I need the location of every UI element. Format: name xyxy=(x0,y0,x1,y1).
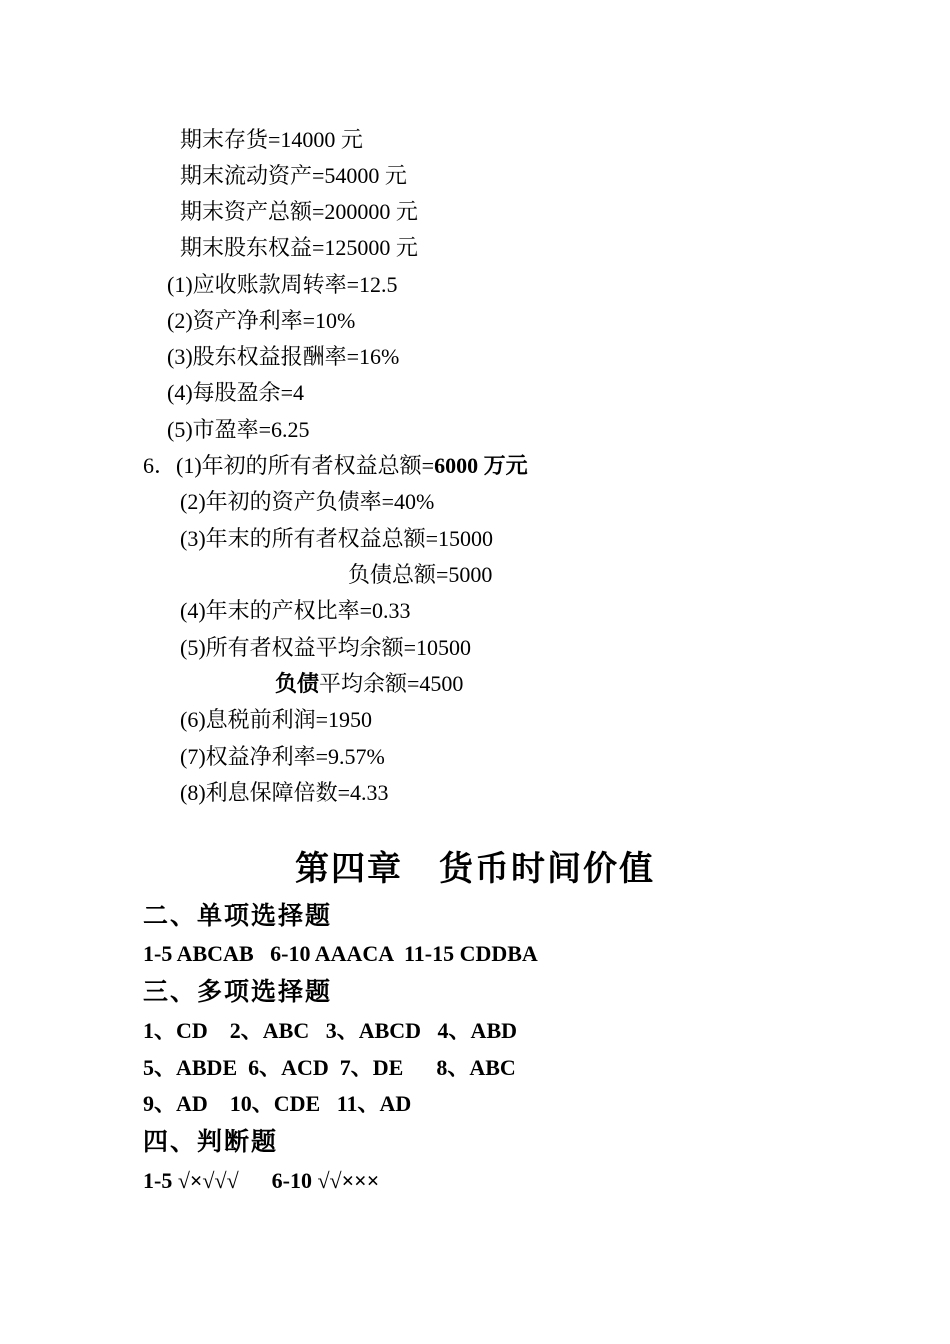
end-total-assets: 期末资产总额=200000 元 xyxy=(180,199,418,224)
q6-line5b xyxy=(275,669,463,699)
ratio-item: (2)资产净利率=10% xyxy=(167,308,356,333)
section-true-false: 四、判断题 xyxy=(143,1129,279,1156)
ratio-item: (5)市盈率=6.25 xyxy=(167,417,310,442)
q6-line5: (5)所有者权益平均余额=10500 xyxy=(180,635,472,660)
q6-line5b-rest: 平均余额=4500 xyxy=(319,671,464,696)
end-current-assets: 期末流动资产=54000 元 xyxy=(180,163,407,188)
q6-line3: (3)年末的所有者权益总额=15000 xyxy=(180,526,494,551)
ratio-item: (1)应收账款周转率=12.5 xyxy=(167,272,398,297)
single-choice-answers: 1-5 ABCAB 6-10 AAACA 11-15 CDDBA xyxy=(143,941,538,966)
end-equity: 期末股东权益=125000 元 xyxy=(180,235,418,260)
ratio-item: (4)每股盈余=4 xyxy=(167,380,305,405)
q6-line6: (6)息税前利润=1950 xyxy=(180,707,373,732)
true-false-answers: 1-5 √×√√√ 6-10 √√××× xyxy=(143,1168,380,1193)
section-multiple-choice: 三、多项选择题 xyxy=(143,979,333,1006)
multiple-choice-answers-row: 5、ABDE 6、ACD 7、DE 8、ABC xyxy=(143,1055,516,1080)
q6-line8: (8)利息保障倍数=4.33 xyxy=(180,780,389,805)
chapter-title: 第四章 货币时间价值 xyxy=(295,851,655,888)
q6-line2: (2)年初的资产负债率=40% xyxy=(180,489,435,514)
multiple-choice-answers-row: 1、CD 2、ABC 3、ABCD 4、ABD xyxy=(143,1018,518,1043)
q6-line1 xyxy=(143,451,528,481)
section-single-choice: 二、单项选择题 xyxy=(143,903,333,930)
q6-line7: (7)权益净利率=9.57% xyxy=(180,744,385,769)
end-inventory: 期末存货=14000 元 xyxy=(180,127,363,152)
q6-line1-prefix: 6．(1)年初的所有者权益总额= xyxy=(143,453,435,478)
q6-line1-bold: 6000 万元 xyxy=(434,453,528,478)
q6-line4: (4)年末的产权比率=0.33 xyxy=(180,598,411,623)
ratio-item: (3)股东权益报酬率=16% xyxy=(167,344,400,369)
q6-line5b-bold: 负债 xyxy=(275,671,320,696)
multiple-choice-answers-row: 9、AD 10、CDE 11、AD xyxy=(143,1091,412,1116)
q6-line3b: 负债总额=5000 xyxy=(348,562,493,587)
